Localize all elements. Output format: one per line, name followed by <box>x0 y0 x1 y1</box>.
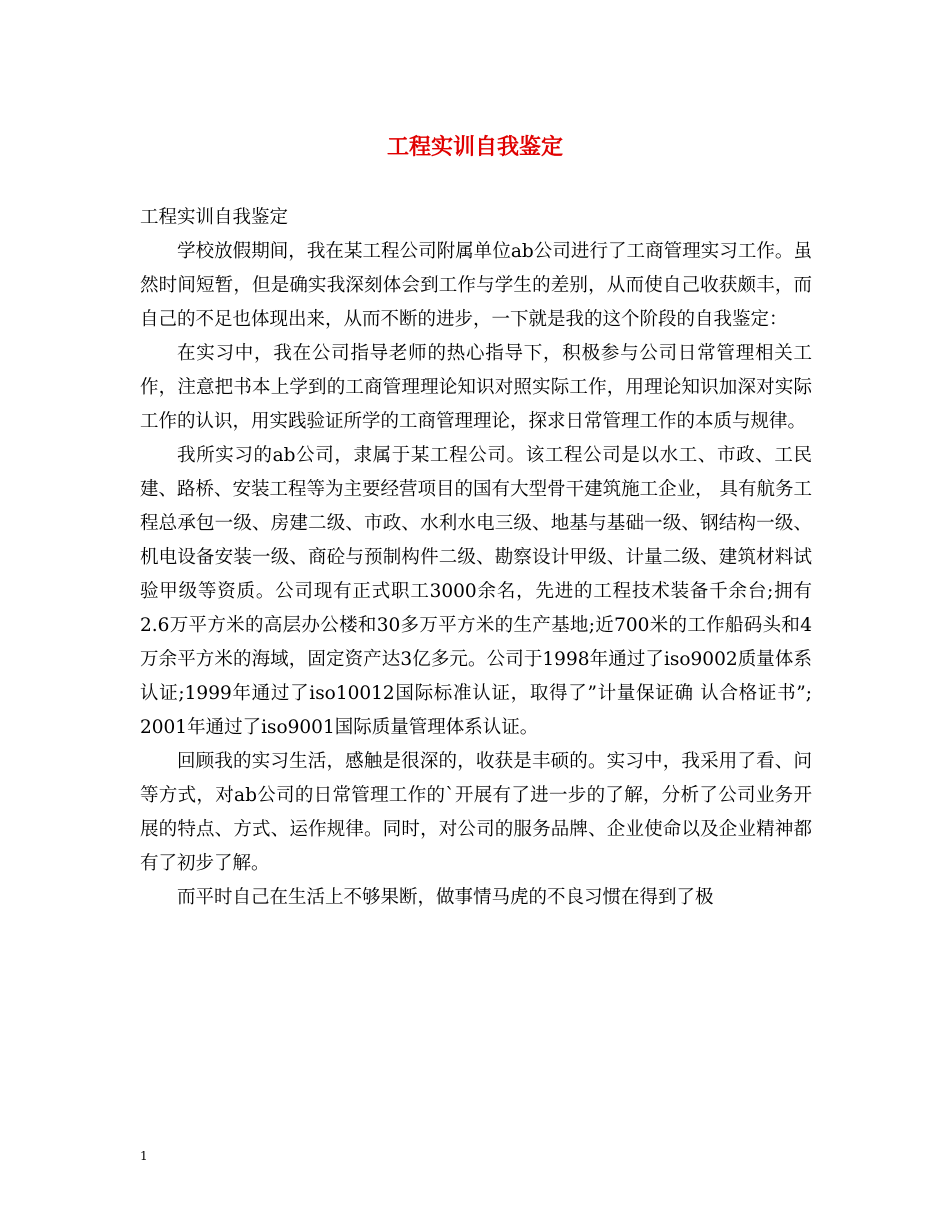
document-title: 工程实训自我鉴定 <box>386 134 563 160</box>
document-body <box>140 201 812 915</box>
paragraph-review: 回顾我的实习生活，感触是很深的，收获是丰硕的。实习中，我采用了看、问等方式，对ab公司的日常管理工作的`开展有了进一步的了解，分析了公司业务开展的特点、方式、运作规律。同时，对公司的服务品牌、企业使命以及企业精神都有了初步了解。 <box>140 751 812 874</box>
paragraph-company: 我所实习的ab公司，隶属于某工程公司。该工程公司是以水工、市政、工民建、路桥、安装工程等为主要经营项目的国有大型骨干建筑施工企业， 具有航务工程总承包一级、房建二级、市政、水利水电三级、地基与基础一级、钢结构一级、机电设备安装一级、商砼与预制构件二级、勘察设计甲级、计量二级、建筑材料试验甲级等资质。公司现有正式职工3000余名，先进的工程技术装备千余台;拥有2.6万平方米的高层办公楼和30多万平方米的生产基地;近700米的工作船码头和4万余平方米的海域，固定资产达3亿多元。公司于1998年通过了iso9002质量体系认证;1999年通过了iso10012国际标准认证，取得了”计量保证确 认合格证书”; 2001年通过了iso9001国际质量管理体系认证。 <box>140 445 812 738</box>
paragraph-habits: 而平时自己在生活上不够果断，做事情马虎的不良习惯在得到了极 <box>177 887 714 908</box>
body-heading: 工程实训自我鉴定 <box>140 207 289 228</box>
page-number: 1 <box>140 1149 148 1163</box>
paragraph-intro: 学校放假期间，我在某工程公司附属单位ab公司进行了工商管理实习工作。虽然时间短暂，但是确实我深刻体会到工作与学生的差别，从而使自己收获颇丰，而自己的不足也体现出来，从而不断的进步，一下就是我的这个阶段的自我鉴定： <box>140 241 812 330</box>
paragraph-practice: 在实习中，我在公司指导老师的热心指导下，积极参与公司日常管理相关工作，注意把书本上学到的工商管理理论知识对照实际工作，用理论知识加深对实际工作的认识，用实践验证所学的工商管理理论，探求日常管理工作的本质与规律。 <box>140 343 812 432</box>
